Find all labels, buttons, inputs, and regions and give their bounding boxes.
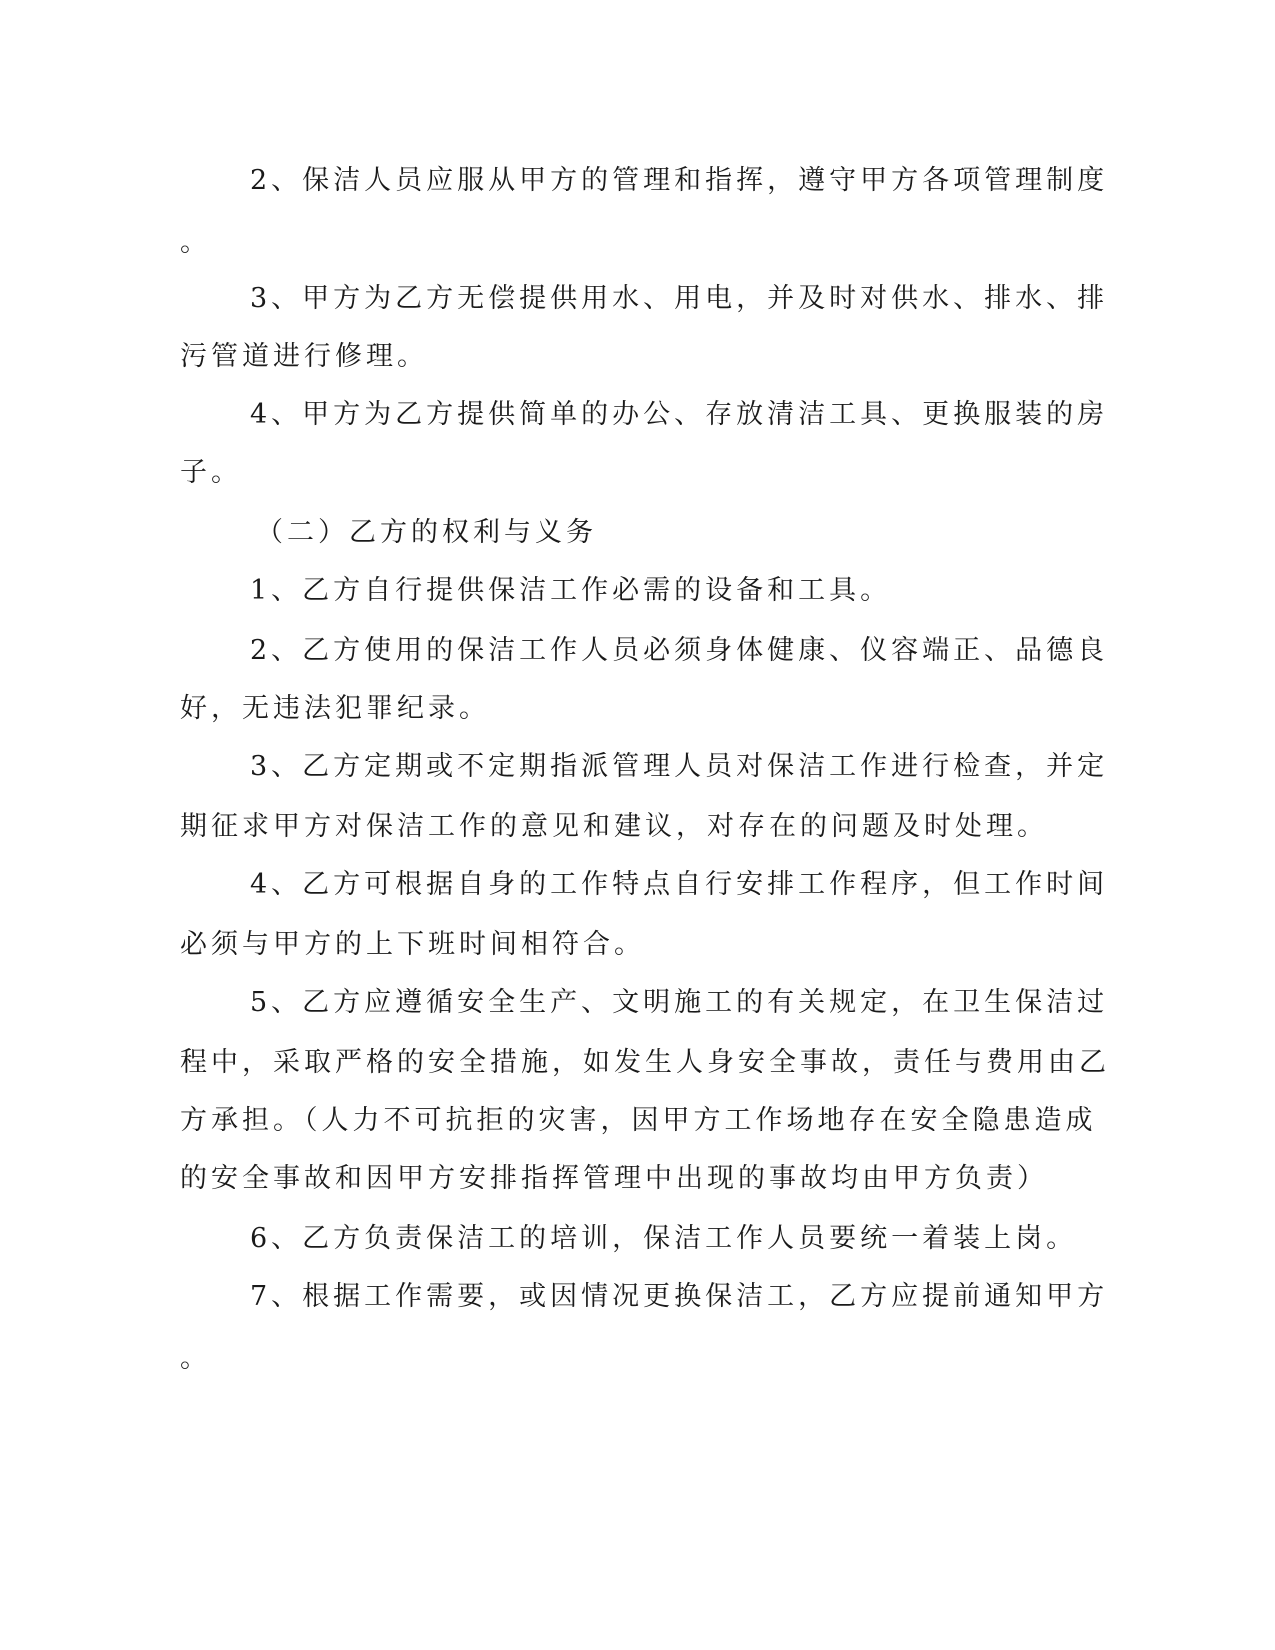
text-line: 污管道进行修理。 <box>180 341 428 372</box>
text-line: 2、保洁人员应服从甲方的管理和指挥，遵守甲方各项管理制度 <box>250 165 1109 196</box>
section-heading: （二）乙方的权利与义务 <box>256 517 597 548</box>
text-line: 3、甲方为乙方无偿提供用水、用电，并及时对供水、排水、排 <box>250 283 1109 314</box>
text-line: 程中，采取严格的安全措施，如发生人身安全事故，责任与费用由乙 <box>180 1047 1110 1078</box>
text-line: 。 <box>180 227 211 258</box>
text-line: 。 <box>180 1343 211 1374</box>
text-line: 4、甲方为乙方提供简单的办公、存放清洁工具、更换服装的房 <box>250 399 1109 430</box>
text-line: 1、乙方自行提供保洁工作必需的设备和工具。 <box>250 575 892 606</box>
text-line: 好，无违法犯罪纪录。 <box>180 693 490 724</box>
text-line: 4、乙方可根据自身的工作特点自行安排工作程序，但工作时间 <box>250 869 1109 900</box>
text-line: 6、乙方负责保洁工的培训，保洁工作人员要统一着装上岗。 <box>250 1223 1078 1254</box>
text-line: 子。 <box>180 457 242 488</box>
text-line: 7、根据工作需要，或因情况更换保洁工，乙方应提前通知甲方 <box>250 1281 1109 1312</box>
text-line: 期征求甲方对保洁工作的意见和建议，对存在的问题及时处理。 <box>180 811 1048 842</box>
text-line: 2、乙方使用的保洁工作人员必须身体健康、仪容端正、品德良 <box>250 635 1109 666</box>
text-line: 3、乙方定期或不定期指派管理人员对保洁工作进行检查，并定 <box>250 751 1109 782</box>
text-line: 方承担。（人力不可抗拒的灾害，因甲方工作场地存在安全隐患造成 <box>180 1105 1097 1136</box>
text-line: 的安全事故和因甲方安排指挥管理中出现的事故均由甲方负责） <box>180 1163 1048 1194</box>
text-line: 5、乙方应遵循安全生产、文明施工的有关规定，在卫生保洁过 <box>250 987 1109 1018</box>
text-line: 必须与甲方的上下班时间相符合。 <box>180 929 645 960</box>
